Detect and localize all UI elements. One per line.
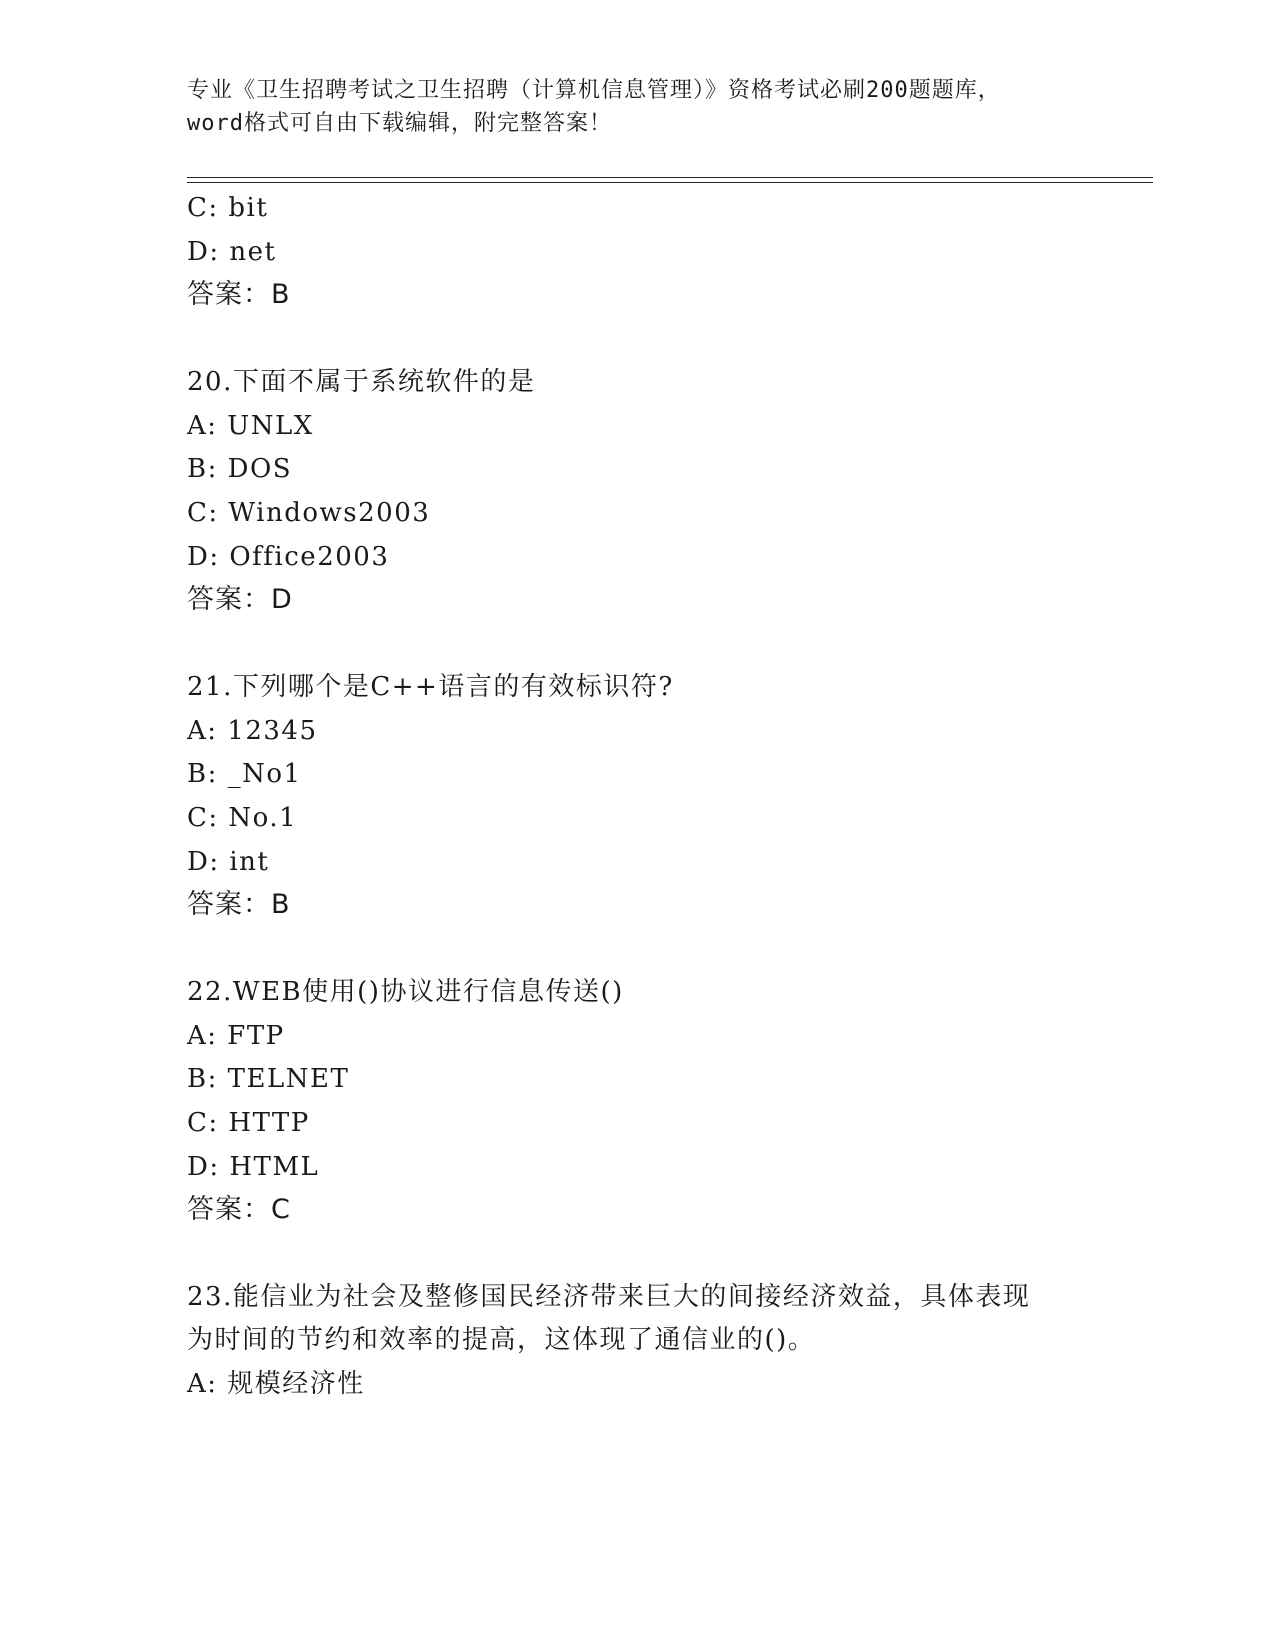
question-23-option-a: A: 规模经济性 xyxy=(187,1369,365,1399)
question-22-option-c: C: HTTP xyxy=(187,1108,310,1138)
question-21-stem: 21.下列哪个是C++语言的有效标识符? xyxy=(187,672,674,702)
header-line-2: word格式可自由下载编辑，附完整答案！ xyxy=(187,111,612,136)
question-20-option-c: C: Windows2003 xyxy=(187,498,431,528)
header-line-1: 专业《卫生招聘考试之卫生招聘（计算机信息管理）》资格考试必刷200题题库， xyxy=(187,78,1001,103)
question-23-stem-line-2: 为时间的节约和效率的提高，这体现了通信业的()。 xyxy=(187,1325,816,1355)
question-21-option-d: D: int xyxy=(187,847,270,877)
question-22-answer: 答案：C xyxy=(187,1194,291,1225)
question-20-option-b: B: DOS xyxy=(187,454,293,484)
question-20-answer: 答案：D xyxy=(187,584,293,615)
header-divider-top xyxy=(187,177,1153,178)
header-divider-bottom xyxy=(187,182,1153,183)
document-header xyxy=(187,74,1087,140)
question-21-option-a: A: 12345 xyxy=(187,716,318,746)
prev-answer: 答案：B xyxy=(187,279,291,310)
question-22-option-b: B: TELNET xyxy=(187,1064,350,1094)
question-20-option-d: D: Office2003 xyxy=(187,542,390,572)
question-22-option-d: D: HTML xyxy=(187,1152,320,1182)
question-22-option-a: A: FTP xyxy=(187,1021,285,1051)
question-22-stem: 22.WEB使用()协议进行信息传送() xyxy=(187,977,624,1007)
question-20-option-a: A: UNLX xyxy=(187,411,314,441)
prev-option-d: D: net xyxy=(187,237,277,267)
prev-option-c: C: bit xyxy=(187,193,269,223)
question-21-option-b: B: _No1 xyxy=(187,759,302,789)
question-20-stem: 20.下面不属于系统软件的是 xyxy=(187,367,536,397)
question-21-option-c: C: No.1 xyxy=(187,803,298,833)
question-23-stem-line-1: 23.能信业为社会及整修国民经济带来巨大的间接经济效益，具体表现 xyxy=(187,1282,1031,1312)
question-21-answer: 答案：B xyxy=(187,889,291,920)
